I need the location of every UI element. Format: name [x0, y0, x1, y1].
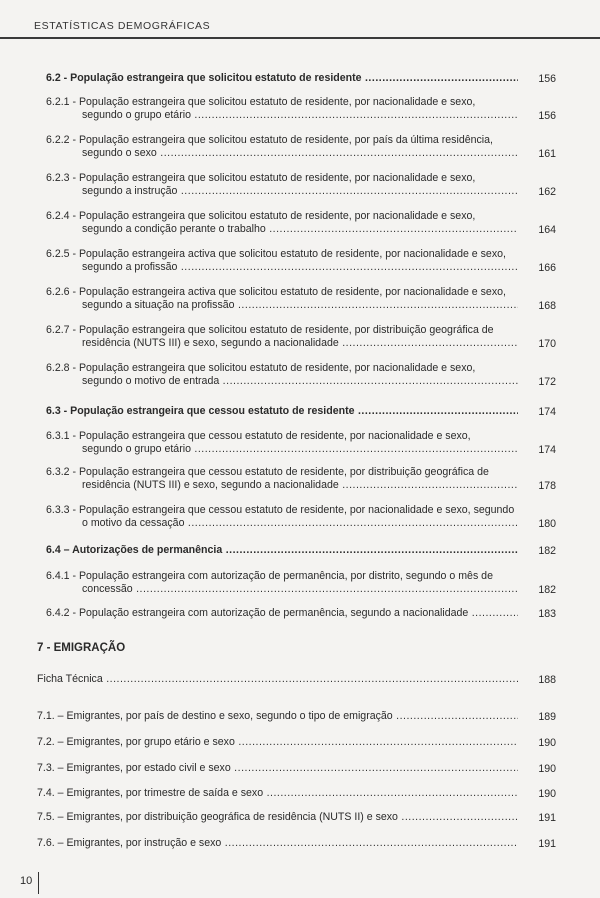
toc-entry[interactable]: [46, 544, 556, 557]
toc-entry-title-continued: o motivo da cessação .....: [46, 517, 518, 530]
toc-entry[interactable]: [46, 362, 556, 387]
toc-entry-title-continued: segundo a profissão .....: [46, 261, 518, 274]
toc-entry-title: 7.2. – Emigrantes, por grupo etário e sexo .....: [37, 736, 518, 749]
toc-entry[interactable]: [37, 787, 556, 800]
toc-entry-title-continued: residência (NUTS III) e sexo, segundo a nacionalidade .....: [46, 337, 518, 350]
toc-page-number: 178: [538, 479, 556, 492]
toc-entry-title-continued: segundo o grupo etário .....: [46, 109, 518, 122]
toc-page-number: 190: [538, 763, 556, 775]
toc-entry-title: 6.3.3 - População estrangeira que cessou estatuto de residente, por nacionalidade e sexo, segundo: [46, 504, 515, 516]
toc-page-number: 162: [538, 185, 556, 198]
toc-entry-title: 6.2.4 - População estrangeira que solicitou estatuto de residente, por nacionalidade e sexo,: [46, 210, 476, 222]
toc-page-number: 164: [538, 223, 556, 236]
toc-entry[interactable]: [46, 96, 556, 121]
toc-entry[interactable]: [46, 570, 556, 595]
toc-entry-title: Ficha Técnica .....: [37, 673, 518, 686]
toc-page-number: 191: [538, 812, 556, 824]
section-title-emigracao: 7 - EMIGRAÇÃO: [37, 642, 126, 654]
toc-entry[interactable]: [46, 134, 556, 159]
toc-entry-title-continued: segundo a situação na profissão .....: [46, 299, 518, 312]
toc-entry-title: 7.1. – Emigrantes, por país de destino e sexo, segundo o tipo de emigração .....: [37, 710, 518, 723]
toc-page-number: 182: [538, 583, 556, 596]
toc-entry-title: 6.2.2 - População estrangeira que solicitou estatuto de residente, por país da última residência,: [46, 134, 493, 146]
toc-page-number: 172: [538, 375, 556, 388]
toc-entry-title: 6.2.5 - População estrangeira activa que solicitou estatuto de residente, por nacionalidade e sexo,: [46, 248, 506, 260]
toc-entry-title: 6.3.1 - População estrangeira que cessou estatuto de residente, por nacionalidade e sexo,: [46, 430, 471, 442]
toc-entry[interactable]: [46, 324, 556, 349]
toc-page-number: 166: [538, 261, 556, 274]
toc-entry-title: 6.2.8 - População estrangeira que solicitou estatuto de residente, por nacionalidade e sexo,: [46, 362, 476, 374]
toc-entry-title: 7.3. – Emigrantes, por estado civil e sexo .....: [37, 762, 518, 775]
toc-entry-title-continued: segundo o motivo de entrada .....: [46, 375, 518, 388]
toc-entry[interactable]: [46, 504, 556, 529]
toc-entry-title: 6.2.7 - População estrangeira que solicitou estatuto de residente, por distribuição geográfica de: [46, 324, 494, 336]
toc-entry-title-continued: segundo o grupo etário .....: [46, 443, 518, 456]
toc-entry-title: 6.4.1 - População estrangeira com autorização de permanência, por distrito, segundo o mês de: [46, 570, 493, 582]
toc-page-number: 190: [538, 737, 556, 749]
toc-entry[interactable]: [46, 72, 556, 85]
running-header: ESTATÍSTICAS DEMOGRÁFICAS: [34, 20, 211, 32]
toc-entry-title-continued: segundo a condição perante o trabalho .....: [46, 223, 518, 236]
page-bar: [38, 872, 39, 894]
toc-page-number: 182: [538, 545, 556, 557]
page-number: 10: [20, 875, 33, 887]
toc-entry[interactable]: [46, 210, 556, 235]
toc-entry-title: 7.6. – Emigrantes, por instrução e sexo .....: [37, 837, 518, 850]
toc-entry[interactable]: [37, 710, 556, 723]
toc-entry[interactable]: [46, 405, 556, 418]
toc-entry[interactable]: [37, 762, 556, 775]
toc-entry-title-continued: segundo o sexo .....: [46, 147, 518, 160]
toc-entry[interactable]: [46, 430, 556, 455]
toc-entry-title: 6.4 – Autorizações de permanência .....: [46, 544, 518, 557]
toc-entry-title: 6.2.3 - População estrangeira que solicitou estatuto de residente, por nacionalidade e sexo,: [46, 172, 476, 184]
toc-entry[interactable]: [46, 172, 556, 197]
toc-page-number: 174: [538, 406, 556, 418]
toc-entry-title: 7.5. – Emigrantes, por distribuição geográfica de residência (NUTS II) e sexo .....: [37, 811, 518, 824]
toc-page-number: 190: [538, 788, 556, 800]
toc-page-number: 174: [538, 443, 556, 456]
toc-entry[interactable]: [46, 466, 556, 491]
toc-entry[interactable]: [37, 673, 556, 686]
toc-page-number: 183: [538, 608, 556, 620]
toc-page-number: 191: [538, 838, 556, 850]
toc-entry-title: 6.2 - População estrangeira que solicitou estatuto de residente .....: [46, 72, 518, 85]
toc-page-number: 188: [538, 674, 556, 686]
toc-entry-title: 6.3.2 - População estrangeira que cessou estatuto de residente, por distribuição geográfica de: [46, 466, 489, 478]
toc-page-number: 170: [538, 337, 556, 350]
toc-entry-title: 7.4. – Emigrantes, por trimestre de saída e sexo .....: [37, 787, 518, 800]
toc-entry-title-continued: segundo a instrução .....: [46, 185, 518, 198]
toc-entry[interactable]: [46, 248, 556, 273]
toc-entry[interactable]: [46, 607, 556, 620]
toc-entry-title: 6.2.6 - População estrangeira activa que solicitou estatuto de residente, por nacionalidade e sexo,: [46, 286, 506, 298]
toc-entry-title: 6.2.1 - População estrangeira que solicitou estatuto de residente, por nacionalidade e sexo,: [46, 96, 476, 108]
toc-page-number: 180: [538, 517, 556, 530]
toc-page-number: 189: [538, 711, 556, 723]
toc-entry-title: 6.3 - População estrangeira que cessou estatuto de residente .....: [46, 405, 518, 418]
toc-entry-title: 6.4.2 - População estrangeira com autorização de permanência, segundo a nacionalidade .....: [46, 607, 518, 620]
toc-page-number: 156: [538, 109, 556, 122]
toc-entry-title-continued: concessão .....: [46, 583, 518, 596]
toc-page-number: 168: [538, 299, 556, 312]
toc-entry[interactable]: [37, 736, 556, 749]
toc-entry[interactable]: [46, 286, 556, 311]
toc-entry[interactable]: [37, 811, 556, 824]
toc-page-number: 156: [538, 73, 556, 85]
toc-entry-title-continued: residência (NUTS III) e sexo, segundo a nacionalidade .....: [46, 479, 518, 492]
toc-entry[interactable]: [37, 837, 556, 850]
toc-page-number: 161: [538, 147, 556, 160]
